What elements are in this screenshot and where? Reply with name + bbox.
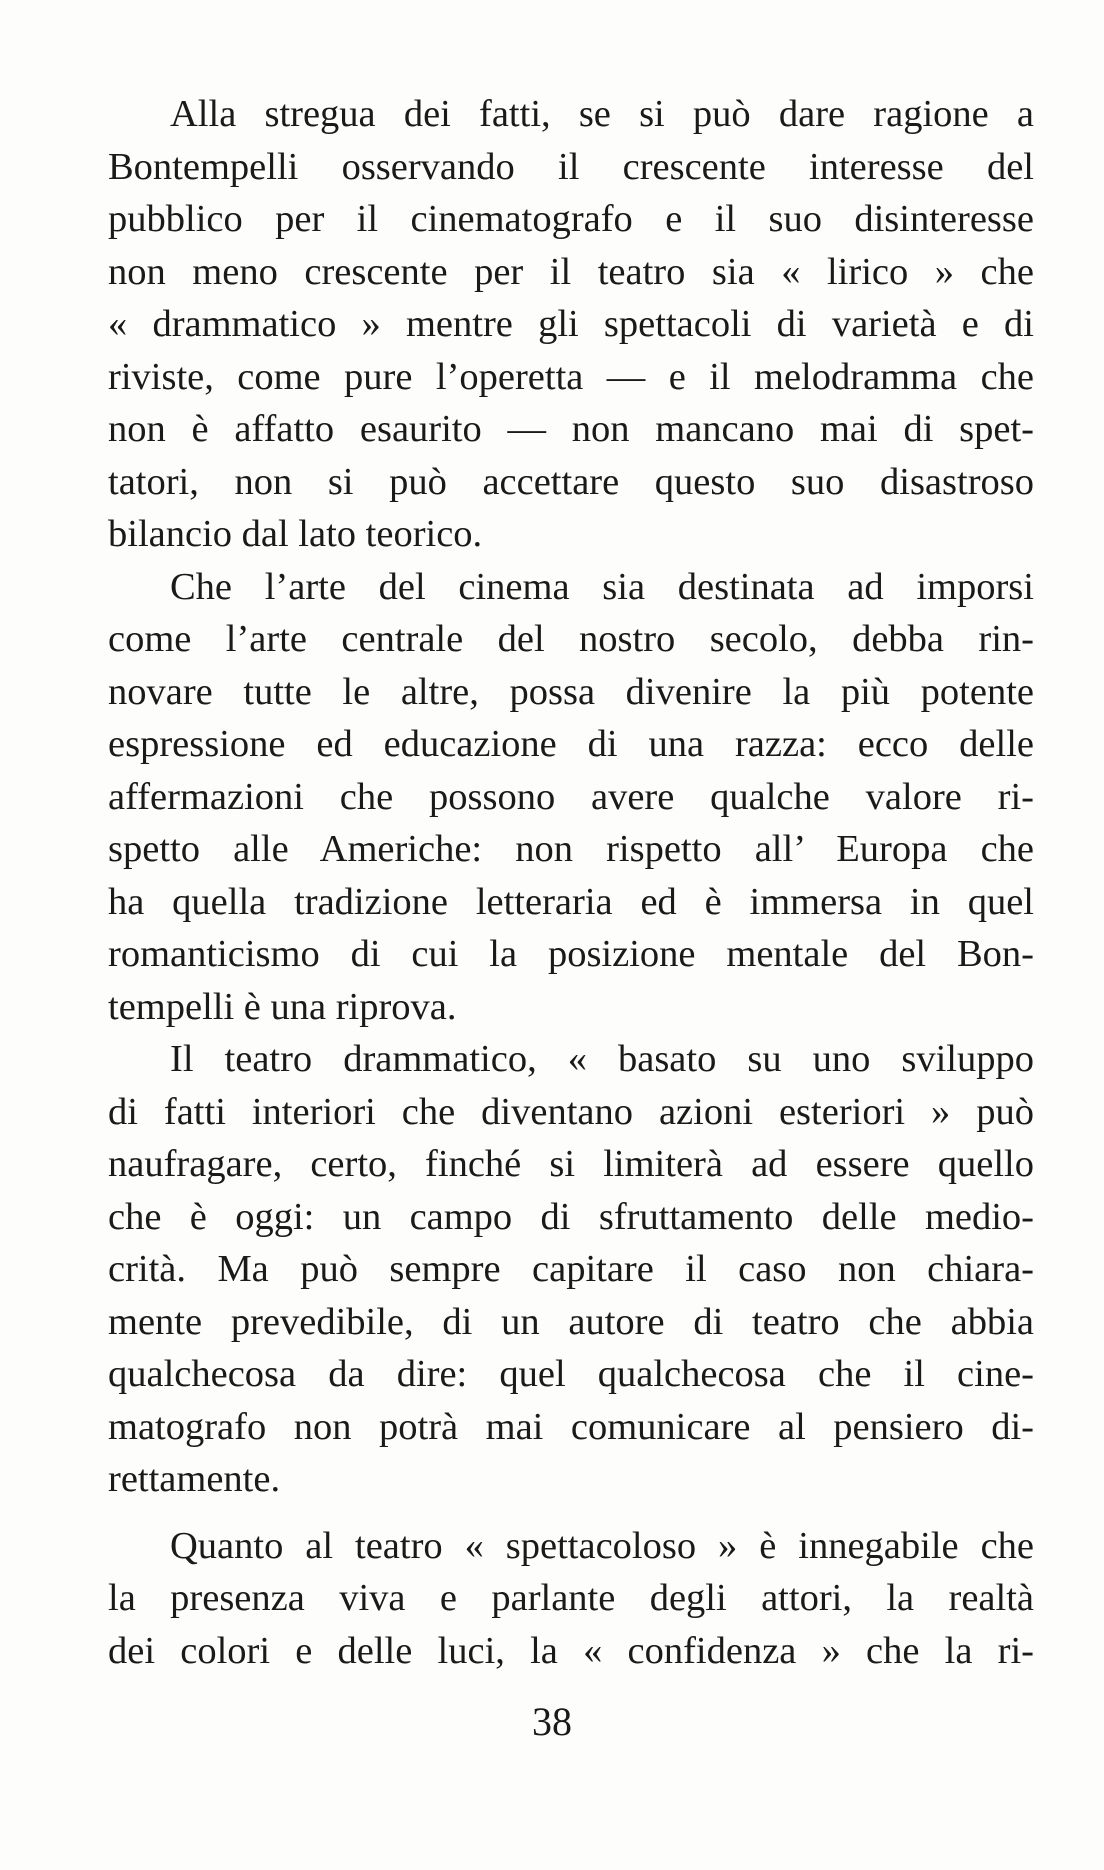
text-line: Che l’arte del cinema sia destinata ad imporsi	[170, 565, 1034, 608]
text-line: naufragare, certo, finché si limiterà ad essere quello	[108, 1143, 1034, 1185]
text-line: come l’arte centrale del nostro secolo, debba rin-	[108, 618, 1034, 660]
text-line: Quanto al teatro « spettacoloso » è innegabile che	[170, 1524, 1034, 1567]
text-line: che è oggi: un campo di sfruttamento delle medio-	[108, 1195, 1034, 1238]
text-line: non è affatto esaurito — non mancano mai di spet-	[108, 408, 1034, 450]
body-text	[108, 88, 1034, 1677]
text-line: qualchecosa da dire: quel qualchecosa che il cine-	[108, 1353, 1034, 1395]
text-line: espressione ed educazione di una razza: ecco delle	[108, 723, 1034, 765]
text-line: Il teatro drammatico, « basato su uno sviluppo	[170, 1038, 1034, 1080]
paragraph-1	[108, 88, 1034, 561]
text-line: la presenza viva e parlante degli attori, la realtà	[108, 1577, 1034, 1619]
text-line: romanticismo di cui la posizione mentale del Bon-	[108, 933, 1034, 975]
page-number: 38	[532, 1699, 572, 1744]
text-line: tempelli è una riprova.	[108, 985, 457, 1028]
text-line: crità. Ma può sempre capitare il caso non chiara-	[108, 1248, 1034, 1290]
text-line: spetto alle Americhe: non rispetto all’ Europa che	[108, 828, 1034, 870]
text-line: di fatti interiori che diventano azioni esteriori » può	[108, 1090, 1034, 1133]
text-line: tatori, non si può accettare questo suo disastroso	[108, 460, 1034, 503]
paragraph-3	[108, 1033, 1034, 1506]
paragraph-spacer	[108, 1506, 1034, 1520]
text-line: non meno crescente per il teatro sia « lirico » che	[108, 250, 1034, 293]
text-line: matografo non potrà mai comunicare al pensiero di-	[108, 1405, 1034, 1448]
text-line: mente prevedibile, di un autore di teatro che abbia	[108, 1300, 1034, 1343]
text-line: Bontempelli osservando il crescente interesse del	[108, 145, 1034, 188]
text-line: bilancio dal lato teorico.	[108, 513, 483, 555]
text-line: riviste, come pure l’operetta — e il melodramma che	[108, 355, 1034, 398]
text-line: novare tutte le altre, possa divenire la più potente	[108, 670, 1034, 713]
text-line: « drammatico » mentre gli spettacoli di varietà e di	[108, 303, 1034, 345]
text-line: ha quella tradizione letteraria ed è immersa in quel	[108, 880, 1034, 923]
paragraph-4	[108, 1520, 1034, 1678]
text-line: dei colori e delle luci, la « confidenza » che la ri-	[108, 1629, 1034, 1672]
text-line: rettamente.	[108, 1458, 281, 1500]
text-line: Alla stregua dei fatti, se si può dare ragione a	[170, 93, 1034, 135]
text-line: pubblico per il cinematografo e il suo disinteresse	[108, 198, 1034, 240]
paragraph-2	[108, 561, 1034, 1034]
text-line: affermazioni che possono avere qualche valore ri-	[108, 775, 1034, 818]
